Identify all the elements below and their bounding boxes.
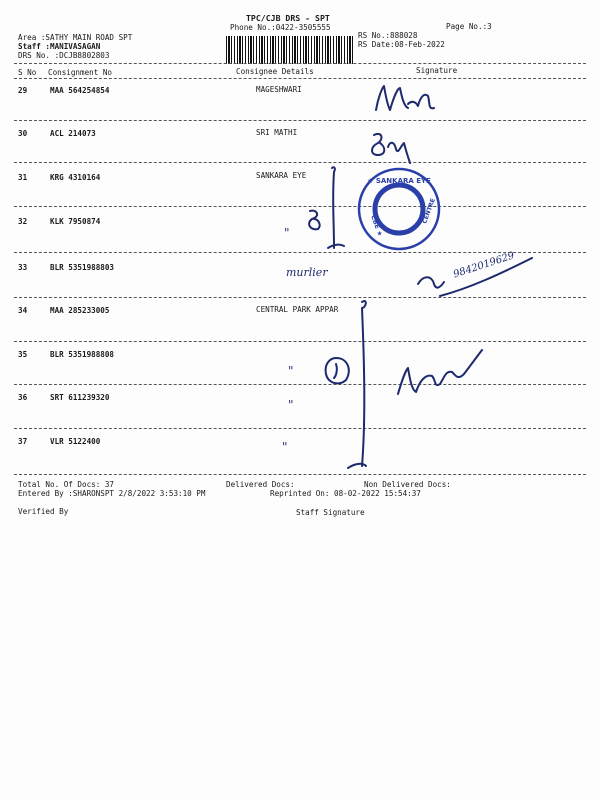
phone-number: Phone No.:0422-3505555 bbox=[230, 23, 331, 32]
stamp-seal-icon bbox=[356, 166, 442, 252]
handwritten-name: murlier bbox=[286, 266, 328, 279]
signature-row-35 bbox=[386, 340, 496, 410]
ditto-mark: " bbox=[282, 440, 288, 454]
row-consignment: ACL 214073 bbox=[50, 129, 96, 138]
row-sno: 35 bbox=[18, 350, 28, 359]
col-consignment: Consignment No bbox=[48, 68, 113, 77]
row-consignment: BLR 5351988808 bbox=[50, 350, 115, 359]
row-divider bbox=[14, 474, 586, 475]
divider bbox=[14, 63, 586, 64]
row-sno: 29 bbox=[18, 86, 28, 95]
row-sno: 36 bbox=[18, 393, 28, 402]
barcode bbox=[226, 36, 354, 64]
row-divider bbox=[14, 120, 586, 121]
row-consignee: SANKARA EYE bbox=[256, 171, 307, 180]
row-sno: 34 bbox=[18, 306, 28, 315]
divider bbox=[14, 78, 586, 79]
row-consignment: MAA 285233005 bbox=[50, 306, 110, 315]
rs-date: RS Date:08-Feb-2022 bbox=[358, 40, 445, 49]
row-sno: 33 bbox=[18, 263, 28, 272]
row-divider bbox=[14, 341, 586, 342]
row-sno: 37 bbox=[18, 437, 28, 446]
ditto-mark: " bbox=[288, 364, 294, 378]
svg-text:CBE ★: CBE ★ bbox=[369, 213, 385, 238]
row-consignment: MAA 564254854 bbox=[50, 86, 110, 95]
row-consignment: KRG 4310164 bbox=[50, 173, 101, 182]
delivered-docs: Delivered Docs: bbox=[226, 480, 295, 489]
signature-row-30 bbox=[360, 125, 440, 165]
verified-by: Verified By bbox=[18, 507, 69, 516]
staff-label: Staff :MANIVASAGAN bbox=[18, 42, 101, 51]
svg-text:CENTRE: CENTRE bbox=[421, 197, 437, 225]
row-consignment: VLR 5122400 bbox=[50, 437, 101, 446]
col-signature: Signature bbox=[416, 66, 458, 75]
drs-number: DRS No. :DCJB8802803 bbox=[18, 51, 110, 60]
row-consignment: KLK 7950874 bbox=[50, 217, 101, 226]
col-sno: S No bbox=[18, 68, 37, 77]
document-title: TPC/CJB DRS - SPT bbox=[246, 13, 330, 23]
reprinted-on: Reprinted On: 08-02-2022 15:54:37 bbox=[270, 489, 421, 498]
row-consignee: MAGESHWARI bbox=[256, 85, 302, 94]
sankara-eye-stamp bbox=[356, 166, 442, 252]
area-label: Area :SATHY MAIN ROAD SPT bbox=[18, 33, 133, 42]
row-consignment: BLR 5351988803 bbox=[50, 263, 115, 272]
row-sno: 31 bbox=[18, 173, 28, 182]
entered-by: Entered By :SHARONSPT 2/8/2022 3:53:10 PM bbox=[18, 489, 206, 498]
row-divider bbox=[14, 384, 586, 385]
row-consignment: SRT 611239320 bbox=[50, 393, 110, 402]
row-divider bbox=[14, 162, 586, 163]
staff-signature-label: Staff Signature bbox=[296, 508, 365, 517]
row-sno: 30 bbox=[18, 129, 28, 138]
circled-mark bbox=[316, 350, 356, 390]
page-number: Page No.:3 bbox=[446, 22, 492, 31]
svg-text:★ SANKARA EYE: ★ SANKARA EYE bbox=[367, 177, 431, 185]
scribble-mark bbox=[300, 205, 330, 235]
ditto-mark: " bbox=[288, 398, 294, 412]
non-delivered-docs: Non Delivered Docs: bbox=[364, 480, 451, 489]
row-divider bbox=[14, 428, 586, 429]
row-sno: 32 bbox=[18, 217, 28, 226]
row-consignee: SRI MATHI bbox=[256, 128, 298, 137]
handwritten-phone: 9842019629 bbox=[452, 250, 516, 281]
signature-row-29 bbox=[368, 80, 448, 120]
rs-number: RS No.:888028 bbox=[358, 31, 418, 40]
row-consignee: CENTRAL PARK APPAR bbox=[256, 305, 339, 314]
total-docs: Total No. Of Docs: 37 bbox=[18, 480, 115, 489]
col-consignee: Consignee Details bbox=[236, 67, 314, 76]
ditto-mark: " bbox=[284, 226, 290, 240]
